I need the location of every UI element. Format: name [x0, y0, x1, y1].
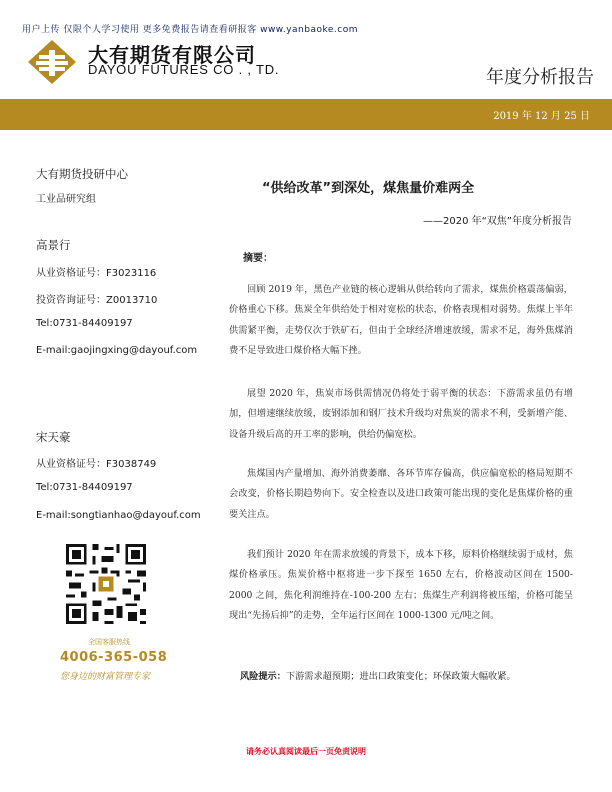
top-note: 用户上传 仅限个人学习使用 更多免费报告请查看研报客 www.yanbaoke.com: [22, 25, 358, 35]
report-title: “供给改革”到深处，煤焦量价难两全: [262, 181, 475, 196]
analyst-1-email[interactable]: E-mail:gaojingxing@dayouf.com: [36, 345, 198, 356]
consult-label: 投资咨询证号：: [36, 295, 106, 306]
license-number: F3023116: [106, 268, 157, 279]
research-center: 大有期货投研中心: [36, 167, 128, 181]
risk-warning: [240, 668, 516, 682]
hotline-number: 4006-365-058: [60, 650, 168, 665]
abstract-paragraph: 回顾 2019 年，黑色产业链的核心逻辑从供给转向了需求，煤焦价格震荡偏弱，价格重心下移。焦炭全年供给处于相对宽松的状态，价格表现相对弱势。焦煤上半年供需紧平衡，走势仅次于铁矿石，但由于全球经济增速放缓，需求不足，海外焦煤消费不足导致进口煤价格大幅下挫。: [229, 284, 573, 357]
risk-label: 风险提示：: [240, 671, 286, 682]
company-name-en: DAYOU FUTURES CO . , TD.: [88, 62, 280, 77]
report-type: 年度分析报告: [486, 67, 594, 88]
analyst-2-license: [36, 455, 206, 470]
analyst-1-name: 高景行: [36, 238, 71, 252]
report-subtitle: ——2020 年“双焦”年度分析报告: [423, 216, 572, 227]
analyst-1-consult: [36, 291, 206, 306]
qr-code-icon[interactable]: [63, 541, 149, 627]
license-number: F3038749: [106, 459, 157, 470]
analyst-2-email[interactable]: E-mail:songtianhao@dayouf.com: [36, 510, 201, 521]
license-label: 从业资格证号：: [36, 459, 106, 470]
disclaimer-link[interactable]: 请务必认真阅读最后一页免责说明: [246, 747, 366, 756]
company-name-cn: 大有期货有限公司: [88, 43, 256, 67]
risk-text: 下游需求超预期；进出口政策变化；环保政策大幅收紧。: [285, 671, 516, 682]
company-logo-icon: [26, 38, 78, 86]
analyst-2-name: 宋天豪: [36, 430, 71, 444]
abstract-paragraph: 我们预计 2020 年在需求放缓的背景下，成本下移，原料价格继续弱于成材，焦煤价格承压。焦炭价格中枢将进一步下探至 1650 左右，价格波动区间在 1500-2000 之间，焦化利润维持在-100-200 左右；焦煤生产利润将被压缩，价格可能呈现出“先扬后抑”的走势，全年运行区间在 1000-1300 元/吨之间。: [229, 549, 573, 622]
analyst-1-license: [36, 264, 206, 279]
consult-number: Z0013710: [106, 295, 158, 306]
abstract-paragraph: 展望 2020 年，焦炭市场供需情况仍将处于弱平衡的状态：下游需求虽仍有增加，但增速继续放缓，废钢添加和钢厂技术升级均对焦炭的需求不利，受新增产能、设备升级后高的开工率的影响，供给仍偏宽松。: [229, 388, 573, 440]
report-date: 2019 年 12 月 25 日: [493, 111, 590, 122]
research-group: 工业品研究组: [36, 194, 96, 205]
license-label: 从业资格证号：: [36, 268, 106, 279]
abstract-paragraph: 焦煤国内产量增加、海外消费萎靡、各环节库存偏高，供应偏宽松的格局短期不会改变，价格长期趋势向下。安全检查以及进口政策可能出现的变化是焦煤价格的重要关注点。: [229, 468, 573, 520]
hotline-label: 全国客服热线: [88, 638, 130, 646]
analyst-1-tel: Tel:0731-84409197: [36, 318, 133, 329]
analyst-2-tel: Tel:0731-84409197: [36, 482, 133, 493]
company-slogan: 您身边的财富管理专家: [60, 672, 151, 682]
abstract-label: 摘要：: [243, 253, 273, 264]
